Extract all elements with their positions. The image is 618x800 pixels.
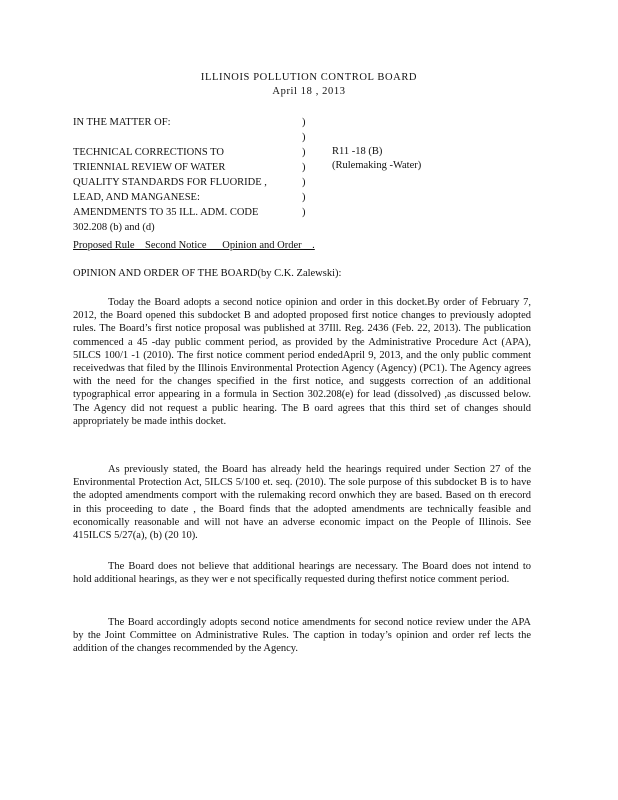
caption-line: LEAD, AND MANGANESE: [73,192,200,203]
caption-parentheses [302,115,306,220]
caption-paren: ) [302,192,306,203]
body-paragraph-3: The Board does not believe that additional hearings are necessary. The Board does not intend to hold additional hearings, as they wer e not specifically requested during thefirst notice comment period. [73,561,531,586]
document-date: April 18 , 2013 [272,86,346,97]
board-name-heading: ILLINOIS POLLUTION CONTROL BOARD [200,72,418,83]
caption-line: TECHNICAL CORRECTIONS TO [73,147,224,158]
caption-paren: ) [302,162,306,173]
caption-paren: ) [302,147,306,158]
caption-paren: ) [302,132,306,143]
caption-paren: ) [302,207,306,218]
docket-info [332,145,421,173]
docket-type: (Rulemaking -Water) [332,160,422,171]
caption-line: AMENDMENTS TO 35 ILL. ADM. CODE [73,207,259,218]
case-caption [73,115,267,235]
subject-line: Proposed Rule _ Second Notice __ Opinion and Order _ . [73,240,315,251]
caption-paren: ) [302,177,306,188]
caption-line: QUALITY STANDARDS FOR FLUORIDE , [73,177,267,188]
caption-paren: ) [302,117,306,128]
caption-line [73,130,267,145]
caption-line: TRIENNIAL REVIEW OF WATER [73,162,226,173]
body-paragraph-2: As previously stated, the Board has already held the hearings required under Section 27 of the Environmental Protection Act, 5ILCS 5/100 et. seq. (2010). The sole purpose of this subdocket B is to have the adopted amendments comport with the rulemaking record onwhich they are based. Based on th erecord in this proceeding to date , the Board finds that the adopted amendments are technically feasible and economically reasonable and will not have an adverse economic impact on the People of Illinois. See 415ILCS 5/27(a), (b) (20 10). [73,464,531,542]
caption-line: 302.208 (b) and (d) [73,222,155,233]
body-paragraph-1: Today the Board adopts a second notice opinion and order in this docket.By order of February 7, 2012, the Board opened this subdocket B and adopted proposed first notice changes to previously adopted rules. The Board’s first notice proposal was published at 37Ill. Reg. 2436 (Feb. 22, 2013). The publication commenced a 45 -day public comment period, as provided by the Administrative Procedure Act (APA), 5ILCS 100/1 -1 (2010). The first notice comment period endedApril 9, 2013, and the only public comment receivedwas that filed by the Illinois Environmental Protection Agency (Agency) (PC1). The Agency agrees with the need for the changes specified in the first notice, and suggests correction of an additional typographical error appearing in a formula in Section 302.208(e) for lead (dissolved) ,as discussed below. The Agency did not request a public hearing. The B oard agrees that this third set of changes should appropriately be made inthis docket. [73,297,531,427]
body-paragraph-4: The Board accordingly adopts second notice amendments for second notice review under the APA by the Joint Committee on Administrative Rules. The caption in today’s opinion and order ref lects the addition of the changes recommended by the Agency. [73,617,531,655]
opinion-heading: OPINION AND ORDER OF THE BOARD(by C.K. Zalewski): [73,268,342,279]
caption-line: IN THE MATTER OF: [73,117,171,128]
docket-number: R11 -18 (B) [332,146,383,157]
